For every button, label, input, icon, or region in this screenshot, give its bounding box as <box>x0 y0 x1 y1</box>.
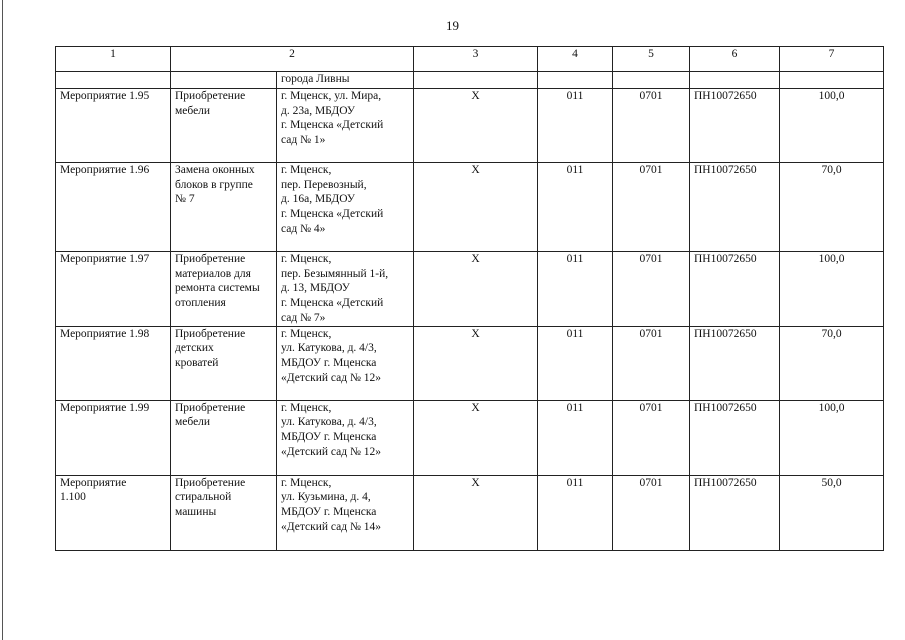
event-cell-line: Мероприятие 1.96 <box>60 164 150 176</box>
table-row <box>56 475 884 550</box>
description-cell-line: Приобретение <box>175 90 246 102</box>
code-cell: 011 <box>538 475 613 550</box>
table-row <box>56 326 884 400</box>
target-article-cell: ПН10072650 <box>690 475 780 550</box>
event-cell <box>56 163 171 252</box>
event-cell-line: Мероприятие 1.97 <box>60 253 150 265</box>
mark-cell: Х <box>414 89 538 163</box>
location-cell-line: сад № 1» <box>281 134 326 147</box>
location-cell-line: г. Мценск, ул. Мира, <box>281 90 382 102</box>
location-cell <box>277 400 414 475</box>
event-cell-line: 1.100 <box>60 491 86 504</box>
location-cell <box>277 89 414 163</box>
description-cell <box>171 400 277 475</box>
table-row <box>56 252 884 327</box>
description-cell-line: машины <box>175 505 217 518</box>
continuation-location: города Ливны <box>277 72 414 89</box>
event-cell <box>56 326 171 400</box>
cell <box>414 72 538 89</box>
location-cell-line: г. Мценска «Детский <box>281 208 384 221</box>
event-cell <box>56 400 171 475</box>
location-cell-line: ул. Катукова, д. 4/3, <box>281 342 377 355</box>
section-cell: 0701 <box>613 326 690 400</box>
header-cell: 4 <box>538 47 613 72</box>
mark-cell: Х <box>414 475 538 550</box>
cell <box>538 72 613 89</box>
description-cell-line: Приобретение <box>175 327 246 340</box>
event-cell-line: Мероприятие 1.95 <box>60 90 150 102</box>
page-edge-line <box>2 0 3 640</box>
location-cell-line: ул. Кузьмина, д. 4, <box>281 491 371 504</box>
location-cell <box>277 326 414 400</box>
description-cell-line: Приобретение <box>175 253 246 265</box>
table-row <box>56 400 884 475</box>
header-cell: 1 <box>56 47 171 72</box>
location-cell-line: г. Мценск, <box>281 164 332 176</box>
code-cell: 011 <box>538 400 613 475</box>
description-cell <box>171 475 277 550</box>
cell <box>613 72 690 89</box>
event-cell <box>56 475 171 550</box>
target-article-cell: ПН10072650 <box>690 400 780 475</box>
location-cell-line: ул. Катукова, д. 4/3, <box>281 416 377 429</box>
target-article-cell: ПН10072650 <box>690 326 780 400</box>
event-cell-line: Мероприятие 1.99 <box>60 401 150 414</box>
location-cell <box>277 475 414 550</box>
location-cell-line: г. Мценск, <box>281 327 332 340</box>
cell <box>171 72 277 89</box>
section-cell: 0701 <box>613 163 690 252</box>
amount-cell: 70,0 <box>780 163 884 252</box>
description-cell-line: детских <box>175 342 214 355</box>
mark-cell: Х <box>414 252 538 327</box>
description-cell-line: Приобретение <box>175 476 246 489</box>
location-cell-line: г. Мценска «Детский <box>281 119 384 132</box>
header-cell: 6 <box>690 47 780 72</box>
location-cell-line: г. Мценска «Детский <box>281 297 384 310</box>
location-cell-line: пер. Перевозный, <box>281 178 367 191</box>
code-cell: 011 <box>538 252 613 327</box>
code-cell: 011 <box>538 163 613 252</box>
location-cell-line: «Детский сад № 12» <box>281 445 382 458</box>
location-cell-line: сад № 7» <box>281 311 326 324</box>
mark-cell: Х <box>414 326 538 400</box>
amount-cell: 50,0 <box>780 475 884 550</box>
description-cell <box>171 163 277 252</box>
description-cell-line: материалов для <box>175 267 251 280</box>
header-cell: 2 <box>171 47 414 72</box>
location-cell-line: г. Мценск, <box>281 253 332 265</box>
cell <box>56 72 171 89</box>
cell <box>690 72 780 89</box>
amount-cell: 100,0 <box>780 400 884 475</box>
code-cell: 011 <box>538 326 613 400</box>
location-cell-line: сад № 4» <box>281 222 326 235</box>
section-cell: 0701 <box>613 89 690 163</box>
event-cell-line: Мероприятие 1.98 <box>60 327 150 340</box>
description-cell-line: мебели <box>175 416 211 429</box>
location-cell-line: д. 16а, МБДОУ <box>281 193 355 206</box>
mark-cell: Х <box>414 400 538 475</box>
location-cell-line: г. Мценск, <box>281 401 332 414</box>
description-cell <box>171 252 277 327</box>
mark-cell: Х <box>414 163 538 252</box>
description-cell-line: мебели <box>175 104 211 117</box>
code-cell: 011 <box>538 89 613 163</box>
event-cell-line: Мероприятие <box>60 476 127 489</box>
target-article-cell: ПН10072650 <box>690 89 780 163</box>
description-cell <box>171 326 277 400</box>
section-cell: 0701 <box>613 475 690 550</box>
location-cell <box>277 252 414 327</box>
location-cell-line: МБДОУ г. Мценска <box>281 505 377 518</box>
continuation-row <box>56 72 884 89</box>
location-cell-line: д. 13, МБДОУ <box>281 282 350 295</box>
location-cell-line: г. Мценск, <box>281 476 332 489</box>
location-cell <box>277 163 414 252</box>
description-cell-line: кроватей <box>175 356 219 369</box>
description-cell-line: № 7 <box>175 193 195 206</box>
location-cell-line: д. 23а, МБДОУ <box>281 104 355 117</box>
description-cell-line: блоков в группе <box>175 178 253 191</box>
location-cell-line: «Детский сад № 12» <box>281 371 382 384</box>
location-cell-line: «Детский сад № 14» <box>281 520 382 533</box>
target-article-cell: ПН10072650 <box>690 252 780 327</box>
budget-table <box>55 46 884 551</box>
table-header-row <box>56 47 884 72</box>
table-row <box>56 163 884 252</box>
description-cell-line: Приобретение <box>175 401 246 414</box>
page-number: 19 <box>446 18 459 33</box>
event-cell <box>56 252 171 327</box>
section-cell: 0701 <box>613 252 690 327</box>
header-cell: 3 <box>414 47 538 72</box>
section-cell: 0701 <box>613 400 690 475</box>
location-cell-line: МБДОУ г. Мценска <box>281 356 377 369</box>
description-cell-line: ремонта системы <box>175 282 260 295</box>
amount-cell: 70,0 <box>780 326 884 400</box>
header-cell: 7 <box>780 47 884 72</box>
location-cell-line: МБДОУ г. Мценска <box>281 430 377 443</box>
description-cell <box>171 89 277 163</box>
description-cell-line: Замена оконных <box>175 164 255 176</box>
target-article-cell: ПН10072650 <box>690 163 780 252</box>
event-cell <box>56 89 171 163</box>
description-cell-line: отопления <box>175 297 226 310</box>
amount-cell: 100,0 <box>780 89 884 163</box>
amount-cell: 100,0 <box>780 252 884 327</box>
table-row <box>56 89 884 163</box>
location-cell-line: пер. Безымянный 1-й, <box>281 267 389 280</box>
header-cell: 5 <box>613 47 690 72</box>
description-cell-line: стиральной <box>175 491 232 504</box>
cell <box>780 72 884 89</box>
